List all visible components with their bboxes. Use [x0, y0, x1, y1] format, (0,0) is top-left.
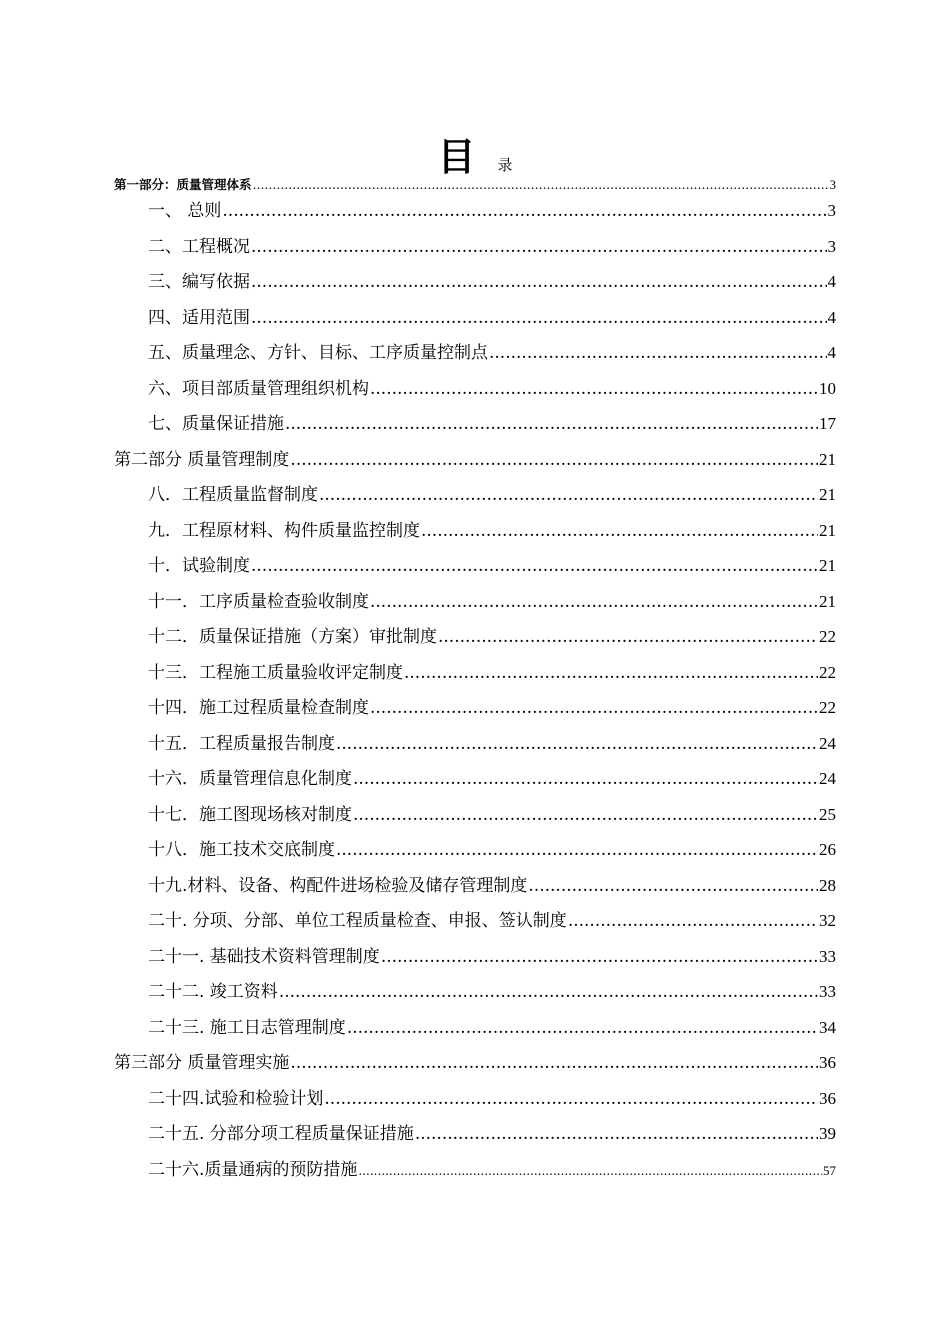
toc-dot-leader	[370, 377, 818, 401]
toc-dot-leader	[353, 803, 818, 827]
toc-entry-label: 十四．施工过程质量检查制度	[148, 698, 369, 718]
toc-entry[interactable]	[148, 838, 836, 862]
toc-entry[interactable]	[148, 1087, 836, 1111]
toc-dot-leader	[336, 838, 818, 862]
toc-entry-page: 4	[827, 343, 836, 362]
toc-entry[interactable]	[148, 341, 836, 365]
toc-entry[interactable]	[148, 909, 836, 933]
toc-entry-label: 十三．工程施工质量验收评定制度	[148, 663, 403, 683]
toc-entry-page: 33	[819, 947, 836, 966]
toc-entry[interactable]	[148, 732, 836, 756]
toc-entry[interactable]	[148, 412, 836, 436]
toc-entry[interactable]	[148, 483, 836, 507]
toc-entry-page: 39	[819, 1124, 836, 1143]
toc-entry-page: 28	[819, 876, 836, 895]
toc-entry[interactable]	[148, 235, 836, 259]
toc-dot-leader	[251, 235, 827, 259]
toc-entry[interactable]	[148, 270, 836, 294]
toc-entry[interactable]	[148, 980, 836, 1004]
toc-dot-leader	[251, 306, 827, 330]
toc-entry-page: 17	[819, 414, 836, 433]
toc-entry[interactable]	[148, 519, 836, 543]
toc-entry-label: 六、项目部质量管理组织机构	[148, 379, 369, 399]
toc-entry-label: 九．工程原材料、构件质量监控制度	[148, 521, 420, 541]
toc-entry-label: 四、适用范围	[148, 308, 250, 328]
toc-entry-label: 十．试验制度	[148, 556, 250, 576]
toc-entry-label: 三、编写依据	[148, 272, 250, 292]
toc-entry-label: 第一部分：质量管理体系	[114, 177, 252, 192]
toc-title-sub: 录	[497, 156, 513, 174]
toc-dot-leader	[222, 199, 826, 223]
toc-entry[interactable]	[148, 590, 836, 614]
toc-entry-page: 24	[819, 734, 836, 753]
toc-entry-page: 3	[829, 178, 836, 192]
toc-entry-part-1[interactable]	[114, 176, 836, 194]
toc-dot-leader	[251, 270, 827, 294]
toc-dot-leader	[324, 1087, 818, 1111]
toc-entry-label: 二十二. 竣工资料	[148, 982, 278, 1002]
toc-entry-page: 26	[819, 840, 836, 859]
toc-entry-page: 34	[819, 1018, 836, 1037]
toc-entry-label: 第二部分 质量管理制度	[114, 450, 290, 470]
toc-entry-page: 22	[819, 663, 836, 682]
toc-entry-label: 十七．施工图现场核对制度	[148, 805, 352, 825]
toc-dot-leader	[347, 1016, 818, 1040]
toc-entry-page: 24	[819, 769, 836, 788]
toc-entry-page: 3	[827, 237, 836, 256]
toc-entry-label: 二十四.试验和检验计划	[148, 1089, 324, 1109]
toc-entry-page: 4	[827, 308, 836, 327]
toc-entry-page: 10	[819, 379, 836, 398]
toc-entry-label: 十六．质量管理信息化制度	[148, 769, 352, 789]
toc-entry-page: 22	[819, 627, 836, 646]
toc-entry-label: 十八．施工技术交底制度	[148, 840, 335, 860]
toc-entry[interactable]	[148, 767, 836, 791]
toc-entry-label: 二十一. 基础技术资料管理制度	[148, 947, 380, 967]
toc-dot-leader	[438, 625, 818, 649]
toc-entry-label: 十二．质量保证措施（方案）审批制度	[148, 627, 437, 647]
toc-title-main: 目	[437, 135, 476, 179]
toc-dot-leader	[370, 590, 818, 614]
toc-entry[interactable]	[148, 1122, 836, 1146]
toc-entry[interactable]	[148, 625, 836, 649]
toc-dot-leader	[285, 412, 818, 436]
toc-entry[interactable]	[148, 1016, 836, 1040]
toc-entry[interactable]	[148, 874, 836, 898]
toc-entry-label: 第三部分 质量管理实施	[114, 1053, 290, 1073]
toc-entry-page: 57	[823, 1163, 836, 1178]
toc-dot-leader	[415, 1122, 818, 1146]
toc-dot-leader	[336, 732, 818, 756]
toc-entry-page: 32	[819, 911, 836, 930]
toc-entry-page: 22	[819, 698, 836, 717]
toc-entry-label: 二十六.质量通病的预防措施	[148, 1160, 358, 1180]
toc-entry-label: 十九.材料、设备、构配件进场检验及储存管理制度	[148, 876, 528, 896]
toc-entry-part-2[interactable]	[114, 448, 836, 472]
toc-entry[interactable]	[148, 945, 836, 969]
toc-dot-leader	[279, 980, 818, 1004]
toc-dot-leader	[568, 909, 818, 933]
toc-entry[interactable]	[148, 306, 836, 330]
toc-dot-leader	[404, 661, 818, 685]
toc-entry-label: 二十五. 分部分项工程质量保证措施	[148, 1124, 414, 1144]
toc-entry-page: 21	[819, 592, 836, 611]
toc-entry-label: 七、质量保证措施	[148, 414, 284, 434]
toc-dot-leader	[353, 767, 818, 791]
toc-entry-label: 二十三. 施工日志管理制度	[148, 1018, 346, 1038]
toc-entry[interactable]	[148, 696, 836, 720]
toc-entry-page: 21	[819, 450, 836, 469]
toc-entry-page: 21	[819, 521, 836, 540]
toc-entry[interactable]	[148, 199, 836, 223]
toc-entry-label: 十五．工程质量报告制度	[148, 734, 335, 754]
toc-entry-page: 21	[819, 485, 836, 504]
toc-entry[interactable]	[148, 1158, 836, 1183]
toc-entry-label: 一、 总则	[148, 201, 222, 221]
toc-entry-page: 3	[827, 201, 836, 220]
toc-entry-page: 25	[819, 805, 836, 824]
toc-dot-leader	[381, 945, 818, 969]
toc-dot-leader	[290, 1051, 818, 1075]
toc-dot-leader	[358, 1159, 822, 1183]
toc-dot-leader	[489, 341, 827, 365]
toc-entry-label: 八．工程质量监督制度	[148, 485, 318, 505]
toc-entry[interactable]	[148, 377, 836, 401]
toc-entry-page: 4	[827, 272, 836, 291]
toc-entry-label: 二、工程概况	[148, 237, 250, 257]
toc-entry-page: 36	[819, 1053, 836, 1072]
toc-dot-leader	[370, 696, 818, 720]
toc-dot-leader	[528, 874, 818, 898]
toc-entry-page: 21	[819, 556, 836, 575]
toc-dot-leader	[421, 519, 818, 543]
toc-entry-label: 十一．工序质量检查验收制度	[148, 592, 369, 612]
toc-entry[interactable]	[148, 554, 836, 578]
toc-entry-page: 36	[819, 1089, 836, 1108]
toc-entry-part-3[interactable]	[114, 1051, 836, 1075]
toc-dot-leader	[251, 554, 818, 578]
toc-entry[interactable]	[148, 661, 836, 685]
toc-dot-leader	[319, 483, 818, 507]
toc-entry[interactable]	[148, 803, 836, 827]
toc-dot-leader	[290, 448, 818, 472]
toc-entry-label: 五、质量理念、方针、目标、工序质量控制点	[148, 343, 488, 363]
toc-entry-page: 33	[819, 982, 836, 1001]
toc-entry-label: 二十. 分项、分部、单位工程质量检查、申报、签认制度	[148, 911, 567, 931]
toc-dot-leader	[253, 176, 829, 194]
